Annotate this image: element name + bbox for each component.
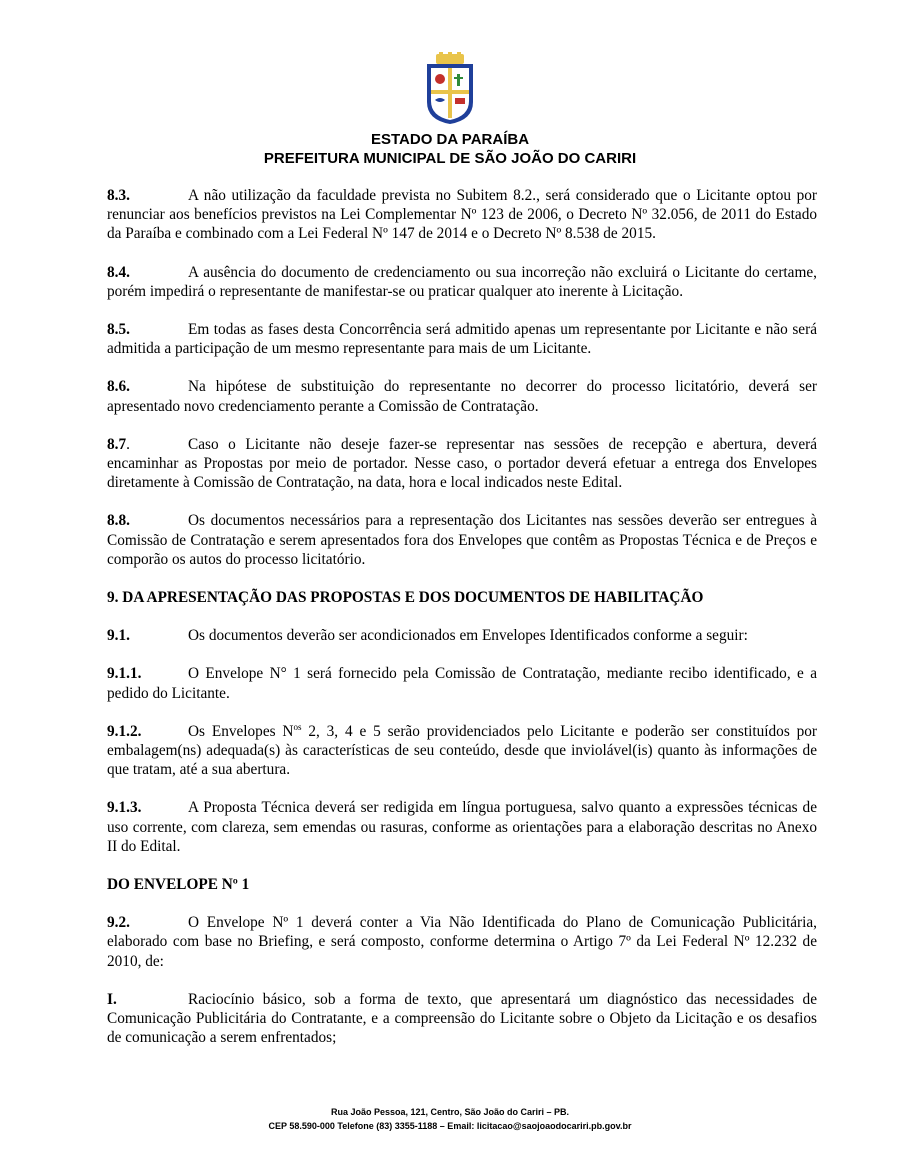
item-number: 9.2.	[107, 914, 130, 932]
paragraph-9-2	[107, 913, 817, 971]
item-number: 9.1.2.	[107, 722, 142, 740]
item-number	[107, 435, 188, 454]
coat-of-arms-logo	[423, 52, 477, 126]
paragraph-text: Os documentos deverão ser acondicionados em Envelopes Identificados conforme a seguir:	[188, 627, 748, 645]
paragraph-item-i	[107, 990, 817, 1048]
item-number-suffix: .	[126, 435, 130, 453]
paragraph-text: A não utilização da faculdade prevista no Subitem 8.2., será considerado que o Licitante optou por renunciar aos benefícios previstos na Lei Complementar Nº 123 de 2006, o Decreto Nº 32.056, de 2011 do Estado da Paraíba e combinado com a Lei Federal Nº 147 de 2014 e o Decreto Nº 8.538 de 2015.	[107, 187, 817, 243]
item-number-bold: 8.7	[107, 435, 127, 453]
document-body	[107, 186, 817, 1067]
paragraph-8-5	[107, 320, 817, 358]
paragraph-8-3	[107, 186, 817, 244]
item-number: 8.6.	[107, 378, 130, 396]
paragraph-8-8	[107, 511, 817, 569]
footer-address: Rua João Pessoa, 121, Centro, São João do Cariri – PB.	[330, 1107, 570, 1117]
item-number: 9.1.1.	[107, 665, 142, 683]
paragraph-9-1-3	[107, 798, 817, 856]
paragraph-8-6	[107, 377, 817, 415]
paragraph-text: Raciocínio básico, sob a forma de texto, que apresentará um diagnóstico das necessidades de Comunicação Publicitária do Contratante, e a compreensão do Licitante sobre o Objeto da Licitação e os desafios de comunicação a serem enfrentados;	[107, 990, 817, 1047]
superscript: os	[293, 721, 302, 732]
item-number: 9.1.	[107, 627, 130, 645]
paragraph-text-rest: 2, 3, 4 e 5 serão providenciados pelo Licitante e poderão ser constituídos por embalagem(ns) adequada(s) às características de seu conteúdo, desde que inviolável(is) quanto às informações de que tratam, até a sua abertura.	[107, 722, 818, 779]
paragraph-9-1-1	[107, 664, 817, 702]
item-number: I.	[107, 990, 117, 1008]
paragraph-9-1	[107, 626, 817, 645]
paragraph-text: O Envelope N° 1 será fornecido pela Comissão de Contratação, mediante recibo identificado, e a pedido do Licitante.	[107, 665, 817, 702]
paragraph-8-7	[107, 435, 817, 493]
paragraph-text: Caso o Licitante não deseje fazer-se representar nas sessões de recepção e abertura, deverá encaminhar as Propostas por meio de portador. Nesse caso, o portador deverá efetuar a entrega dos Envelopes diretamente à Comissão de Contratação, na data, hora e local indicados neste Edital.	[107, 435, 817, 492]
item-number: 9.1.3.	[107, 799, 142, 817]
paragraph-text: Em todas as fases desta Concorrência será admitido apenas um representante por Licitante e não será admitida a participação de um mesmo representante para mais de um Licitante.	[107, 321, 817, 358]
item-number: 8.5.	[107, 321, 130, 339]
item-number: 8.4.	[107, 263, 130, 281]
paragraph-text: A Proposta Técnica deverá ser redigida em língua portuguesa, salvo quanto a expressões técnicas de uso corrente, com clareza, sem emendas ou rasuras, conforme as orientações para a elaboração descritas no Anexo II do Edital.	[107, 799, 817, 855]
document-header	[0, 52, 900, 168]
municipality-name: PREFEITURA MUNICIPAL DE SÃO JOÃO DO CARIRI	[263, 150, 637, 167]
paragraph-9-1-2	[107, 722, 817, 780]
footer-contact: CEP 58.590-000 Telefone (83) 3355-1188 – Email: licitacao@saojoaodocariri.pb.gov.br	[268, 1121, 632, 1131]
paragraph-text: Na hipótese de substituição do representante no decorrer do processo licitatório, deverá ser apresentado novo credenciamento perante a Comissão de Contratação.	[107, 378, 817, 415]
state-name: ESTADO DA PARAÍBA	[370, 131, 530, 148]
document-footer	[0, 1105, 900, 1133]
item-number: 8.3.	[107, 187, 130, 204]
paragraph-8-4	[107, 263, 817, 301]
section-heading-9: 9. DA APRESENTAÇÃO DAS PROPOSTAS E DOS DOCUMENTOS DE HABILITAÇÃO	[107, 589, 704, 607]
paragraph-text-start: Os Envelopes N	[188, 722, 294, 740]
item-number: 8.8.	[107, 512, 130, 530]
paragraph-text: A ausência do documento de credenciamento ou sua incorreção não excluirá o Licitante do certame, porém impedirá o representante de manifestar-se ou praticar qualquer ato inerente à Licitação.	[107, 263, 817, 300]
paragraph-text: O Envelope Nº 1 deverá conter a Via Não Identificada do Plano de Comunicação Publicitária, elaborado com base no Briefing, e será composto, conforme determina o Artigo 7º da Lei Federal Nº 12.232 de 2010, de:	[107, 914, 817, 970]
section-heading-envelope-1: DO ENVELOPE Nº 1	[107, 876, 250, 894]
paragraph-text: Os documentos necessários para a representação dos Licitantes nas sessões deverão ser entregues à Comissão de Contratação e serem apresentados fora dos Envelopes que contêm as Propostas Técnica e de Preços e comporão os autos do processo licitatório.	[107, 512, 817, 568]
